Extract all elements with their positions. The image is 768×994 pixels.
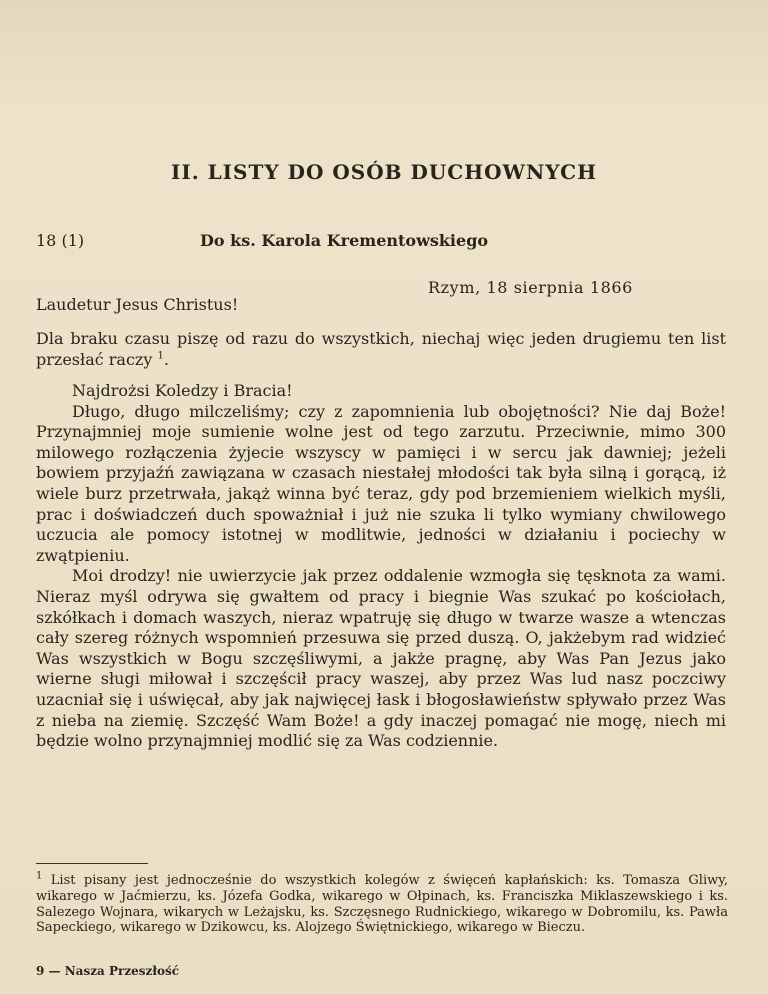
chapter-heading: II. LISTY DO OSÓB DUCHOWNYCH <box>170 160 597 184</box>
body-paragraph-2: Moi drodzy! nie uwierzycie jak przez oddalenie wzmogła się tęsknota za wami. Nieraz myśl odrywa się gwałtem od pracy i biegnie Was szukać po kościołach, szkółkach i domach waszych, nieraz wpatruję się długo w twarze wasze a wtenczas cały szereg różnych wspomnień przesuwa się przed duszą. O, jakżebym rad widzieć Was wszystkich w Bogu szczęśliwymi, a jakże pragnę, aby Was Pan Jezus jako wierne sługi miłował i szczęścił pracy waszej, aby przez Was lud nasz poczciwy uzacniał się i uświęcał, aby jak najwięcej łask i błogosławieństw spływało przez Was z nieba na ziemię. Szczęść Wam Boże! a gdy inaczej pomagać nie mogę, niech mi będzie wolno przynajmniej modlić się za Was codziennie. <box>36 566 726 751</box>
dateline: Rzym, 18 sierpnia 1866 <box>428 278 633 297</box>
letter-addressee: Do ks. Karola Krementowskiego <box>200 231 489 250</box>
intro-paragraph-block <box>36 329 726 370</box>
opening-salutation: Laudetur Jesus Christus! <box>36 295 239 314</box>
intro-paragraph <box>36 329 726 370</box>
footnote-divider <box>36 863 148 864</box>
greeting: Najdrożsi Koledzy i Bracia! <box>72 381 293 400</box>
signature-mark: 9 — Nasza Przeszłość <box>36 964 180 978</box>
letter-number: 18 (1) <box>36 231 85 250</box>
footnote <box>36 870 728 936</box>
body-paragraph-1: Długo, długo milczeliśmy; czy z zapomnienia lub obojętności? Nie daj Boże! Przynajmniej moje sumienie wolne jest od tego zarzutu. Przeciwnie, mimo 300 milowego rozłączenia żyjecie wszyscy w pamięci i w sercu jak dawniej; jeżeli bowiem przyjaźń zawiązana w czasach niestałej młodości tak była silną i gorącą, iż wiele burz przetrwała, jakąż winna być teraz, gdy pod brzemieniem wielkich myśli, prac i doświadczeń duch spoważniał i już nie szuka li tylko wymiany chwilowego uczucia ale pomocy istotnej w modlitwie, jedności w działaniu i pociechy w zwątpieniu. <box>36 401 726 565</box>
page-bleed-through <box>0 0 768 110</box>
intro-text: Dla braku czasu piszę od razu do wszystkich, niechaj więc jeden drugiemu ten list przesłać raczy <box>36 329 726 369</box>
intro-end: . <box>163 349 169 369</box>
footnote-text: List pisany jest jednocześnie do wszystkich kolegów z święceń kapłańskich: ks. Tomasza Gliwy, wikarego w Jaćmierzu, ks. Józefa Godka, wikarego w Ołpinach, ks. Franciszka Miklaszewskiego i ks. Salezego Wojnara, wikarych w Leżajsku, ks. Szczęsnego Rudnickiego, wikarego w Dobromilu, ks. Pawła Sapeckiego, wikarego w Dzikowcu, ks. Alojzego Świętnickiego, wikarego w Bieczu. <box>36 873 728 936</box>
footnote-number: 1 <box>36 870 43 882</box>
letter-body <box>36 381 726 752</box>
footnote-reference: 1 <box>157 350 164 362</box>
